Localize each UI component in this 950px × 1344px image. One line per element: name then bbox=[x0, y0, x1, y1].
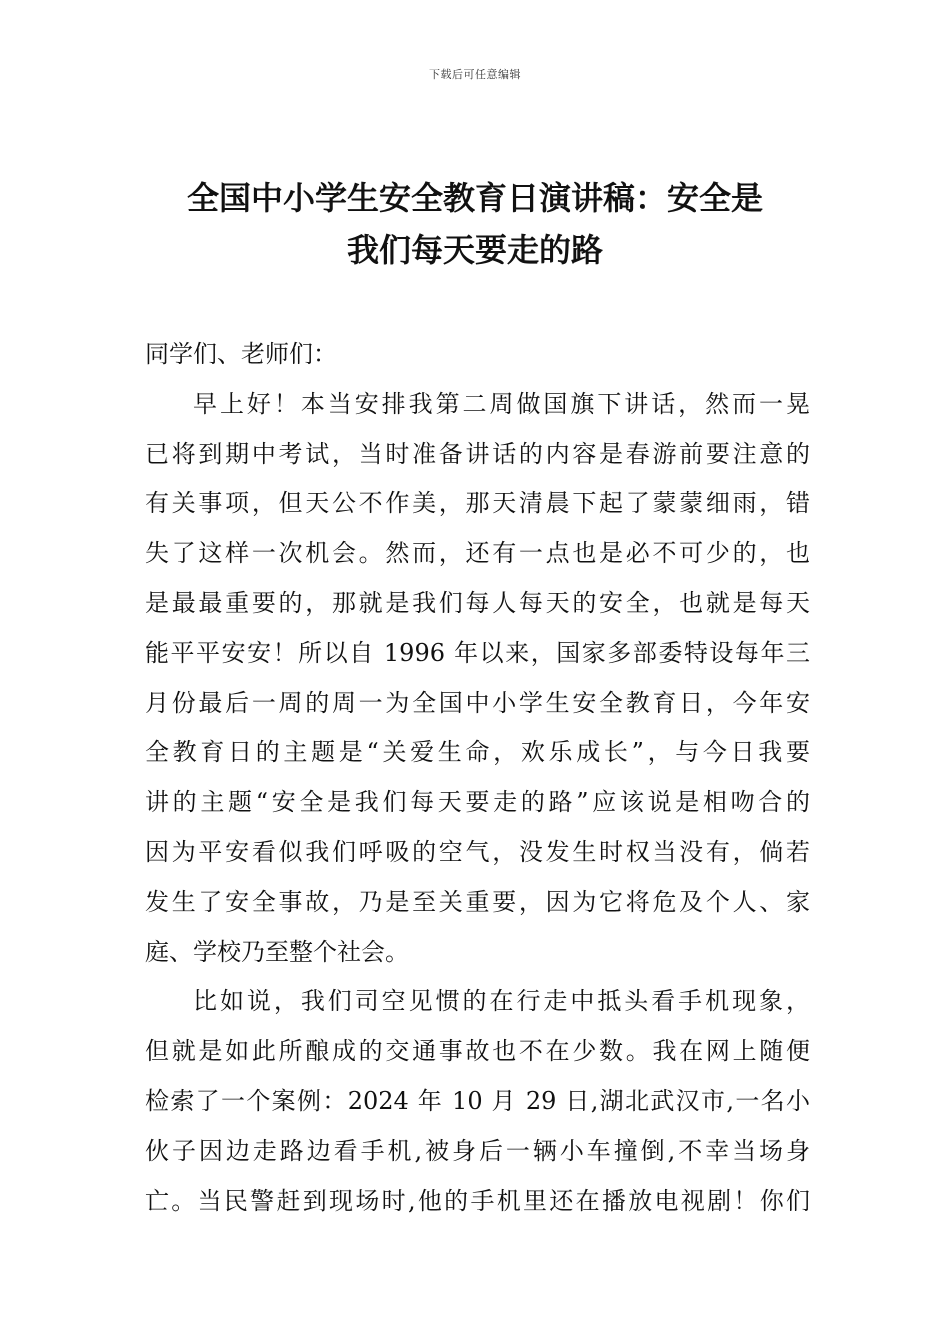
paragraph-line: 是最最重要的，那就是我们每人每天的安全，也就是每天 bbox=[145, 588, 810, 617]
paragraph-line: 亡。当民警赶到现场时,他的手机里还在播放电视剧！你们 bbox=[145, 1186, 810, 1215]
paragraph-line: 已将到期中考试，当时准备讲话的内容是春游前要注意的 bbox=[145, 439, 810, 468]
paragraph-line: 能平平安安！所以自 1996 年以来，国家多部委特设每年三 bbox=[145, 638, 810, 667]
paragraph-line: 有关事项，但天公不作美，那天清晨下起了蒙蒙细雨，错 bbox=[145, 489, 810, 518]
paragraph-line: 伙子因边走路边看手机,被身后一辆小车撞倒,不幸当场身 bbox=[145, 1136, 810, 1165]
paragraph-line: 但就是如此所酿成的交通事故也不在少数。我在网上随便 bbox=[145, 1037, 810, 1066]
title-line-1: 全国中小学生安全教育日演讲稿：安全是 bbox=[186, 179, 763, 217]
paragraph-line: 全教育日的主题是“关爱生命，欢乐成长”，与今日我要 bbox=[145, 738, 810, 767]
paragraph-2 bbox=[145, 977, 810, 1226]
paragraph-line: 失了这样一次机会。然而，还有一点也是必不可少的，也 bbox=[145, 539, 810, 568]
body-text bbox=[145, 330, 810, 1226]
paragraph-line: 庭、学校乃至整个社会。 bbox=[145, 937, 409, 966]
salutation: 同学们、老师们： bbox=[145, 340, 337, 368]
paragraph-line: 早上好！本当安排我第二周做国旗下讲话，然而一晃 bbox=[193, 389, 810, 418]
header-note: 下载后可任意编辑 bbox=[429, 68, 521, 81]
paragraph-1 bbox=[145, 380, 810, 978]
paragraph-line: 讲的主题“安全是我们每天要走的路”应该说是相吻合的 bbox=[145, 788, 810, 817]
paragraph-line: 因为平安看似我们呼吸的空气，没发生时权当没有，倘若 bbox=[145, 837, 810, 866]
paragraph-line: 比如说，我们司空见惯的在行走中抵头看手机现象， bbox=[193, 987, 810, 1016]
paragraph-line: 发生了安全事故，乃是至关重要，因为它将危及个人、家 bbox=[145, 887, 810, 916]
paragraph-line: 月份最后一周的周一为全国中小学生安全教育日，今年安 bbox=[145, 688, 810, 717]
title-line-2: 我们每天要走的路 bbox=[346, 231, 603, 269]
paragraph-line: 检索了一个案例：2024 年 10 月 29 日,湖北武汉市,一名小 bbox=[145, 1086, 810, 1115]
document-title bbox=[150, 172, 800, 276]
